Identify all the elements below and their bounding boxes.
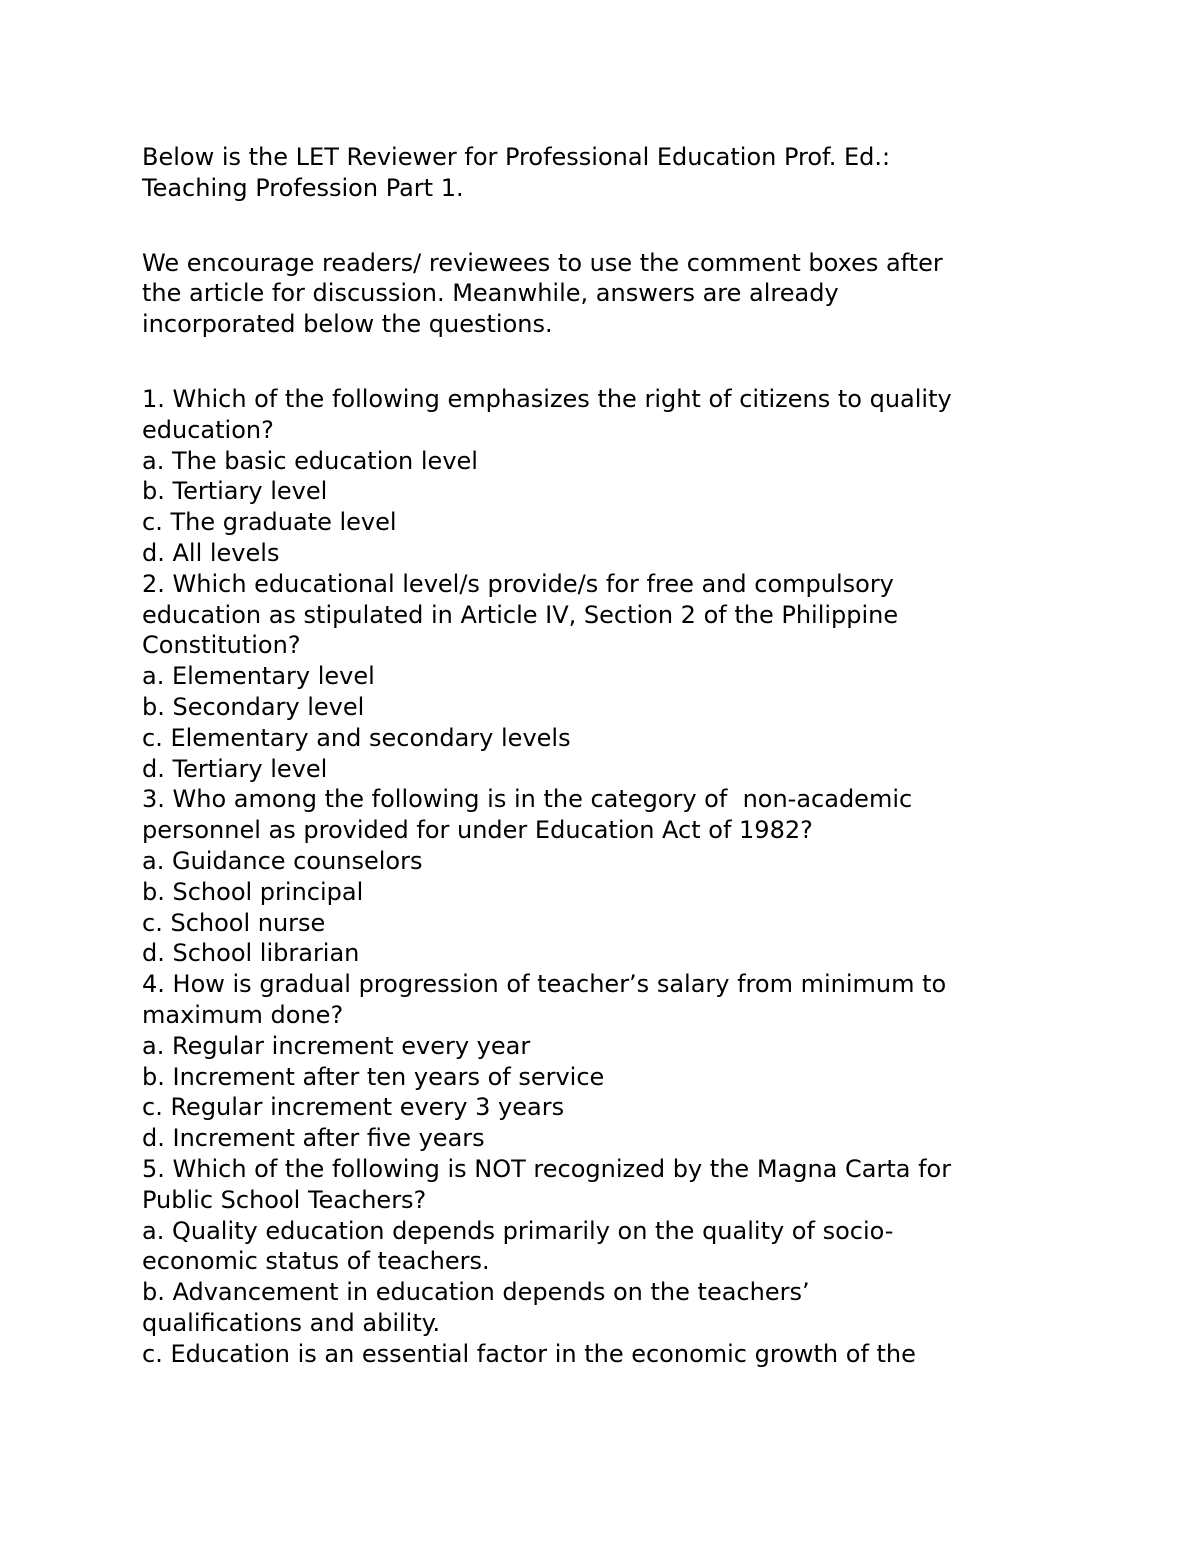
question-text: education as stipulated in Article IV, Section 2 of the Philippine	[142, 600, 899, 629]
question-text: 5. Which of the following is NOT recognized by the Magna Carta for	[142, 1154, 952, 1183]
answer-option: d. All levels	[142, 538, 280, 567]
intro-line: Below is the LET Reviewer for Professional Education Prof. Ed.:	[142, 143, 891, 171]
question-text: maximum done?	[142, 1000, 344, 1029]
answer-option: a. Quality education depends primarily on the quality of socio-	[142, 1216, 894, 1245]
answer-option: b. Tertiary level	[142, 477, 328, 506]
question-item	[142, 569, 1062, 785]
answer-option: a. Regular increment every year	[142, 1031, 531, 1060]
answer-option: a. Elementary level	[142, 662, 375, 691]
intro-line: Teaching Profession Part 1.	[142, 173, 464, 202]
paragraph-spacer	[142, 204, 1062, 248]
answer-option: economic status of teachers.	[142, 1247, 490, 1276]
question-item	[142, 784, 1062, 969]
question-text: 2. Which educational level/s provide/s for free and compulsory	[142, 569, 894, 598]
answer-option: d. Tertiary level	[142, 754, 328, 783]
question-item	[142, 969, 1062, 1154]
answer-option: b. Increment after ten years of service	[142, 1062, 605, 1091]
answer-option: c. Education is an essential factor in the economic growth of the	[142, 1339, 916, 1368]
answer-option: a. Guidance counselors	[142, 846, 423, 875]
encourage-line: We encourage readers/ reviewees to use the comment boxes after	[142, 248, 943, 277]
intro-paragraph	[142, 142, 1062, 204]
question-text: personnel as provided for under Education Act of 1982?	[142, 816, 813, 845]
answer-option: d. Increment after five years	[142, 1124, 485, 1153]
answer-option: c. School nurse	[142, 908, 326, 937]
question-item	[142, 1154, 1062, 1370]
question-text: 1. Which of the following emphasizes the right of citizens to quality	[142, 384, 952, 413]
document-body	[142, 142, 1062, 1369]
answer-option: b. Secondary level	[142, 692, 365, 721]
answer-option: c. The graduate level	[142, 508, 397, 537]
paragraph-spacer	[142, 340, 1062, 384]
encourage-line: the article for discussion. Meanwhile, answers are already	[142, 279, 839, 308]
question-text: Public School Teachers?	[142, 1185, 427, 1214]
question-text: Constitution?	[142, 631, 301, 660]
encourage-line: incorporated below the questions.	[142, 310, 553, 339]
answer-option: b. School principal	[142, 877, 364, 906]
question-text: 4. How is gradual progression of teacher’s salary from minimum to	[142, 970, 947, 999]
answer-option: c. Regular increment every 3 years	[142, 1093, 565, 1122]
question-text: 3. Who among the following is in the category of non-academic	[142, 785, 913, 814]
answer-option: a. The basic education level	[142, 446, 478, 475]
question-item	[142, 384, 1062, 569]
answer-option: b. Advancement in education depends on the teachers’	[142, 1278, 810, 1307]
question-list	[142, 384, 1062, 1370]
question-text: education?	[142, 415, 274, 444]
answer-option: d. School librarian	[142, 939, 360, 968]
answer-option: c. Elementary and secondary levels	[142, 723, 571, 752]
answer-option: qualifications and ability.	[142, 1308, 441, 1337]
encourage-paragraph	[142, 248, 1062, 340]
